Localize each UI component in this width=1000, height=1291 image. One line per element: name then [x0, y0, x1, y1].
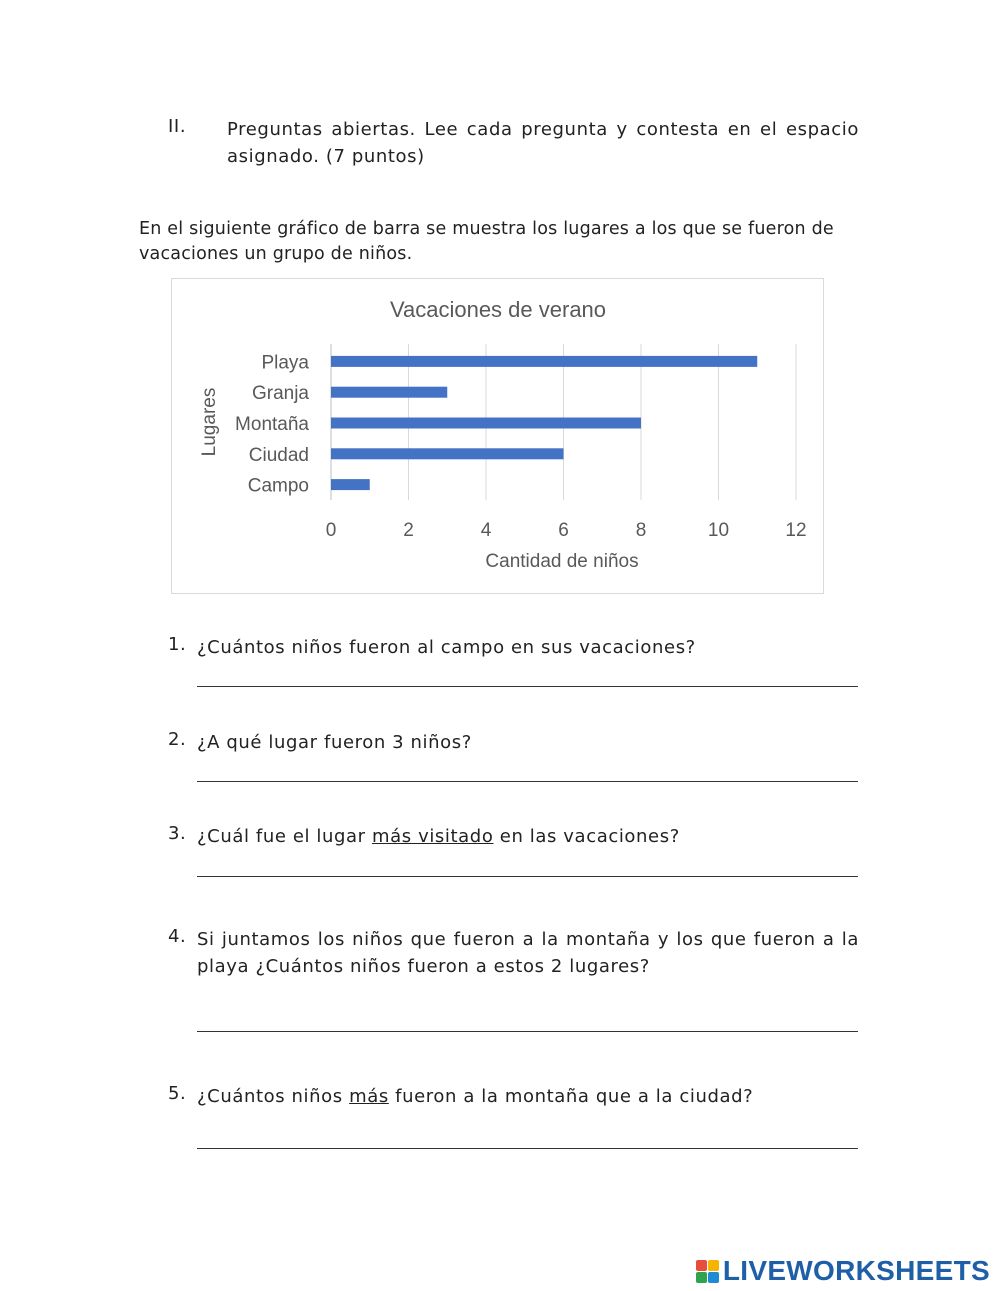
bar-granja — [331, 387, 447, 398]
question-3-text-pre: ¿Cuál fue el lugar — [197, 826, 373, 847]
question-3-underlined: más visitado — [372, 826, 494, 847]
question-1-text: ¿Cuántos niños fueron al campo en sus vacaciones? — [197, 637, 696, 658]
bar-montaña — [331, 418, 641, 429]
bar-ciudad — [331, 448, 564, 459]
logo-text: LIVEWORKSHEETS — [722, 1255, 990, 1286]
logo-square — [696, 1272, 707, 1283]
section-number: II. — [168, 116, 187, 137]
x-tick-label: 6 — [558, 520, 569, 541]
question-5-underlined: más — [349, 1086, 389, 1107]
y-axis-label: Lugares — [199, 387, 220, 457]
y-category-label: Campo — [247, 475, 309, 497]
question-3-text — [197, 823, 859, 850]
question-3-number: 3. — [168, 823, 187, 844]
chart-title: Vacaciones de verano — [389, 297, 607, 322]
logo-square — [696, 1260, 707, 1271]
logo-square — [708, 1272, 719, 1283]
x-tick-label: 2 — [403, 520, 414, 541]
answer-line-3[interactable] — [197, 876, 858, 877]
answer-line-4[interactable] — [197, 1031, 858, 1032]
logo-square — [708, 1260, 719, 1271]
question-4-number: 4. — [168, 926, 187, 947]
x-tick-label: 10 — [707, 520, 730, 541]
question-1-number: 1. — [168, 634, 187, 655]
question-5-text-post: fueron a la montaña que a la ciudad? — [388, 1086, 754, 1107]
section-instructions: Preguntas abiertas. Lee cada pregunta y contesta en el espacio asignado. (7 puntos) — [227, 119, 859, 167]
question-5-text-pre: ¿Cuántos niños — [197, 1086, 350, 1107]
bar-campo — [331, 479, 370, 490]
y-category-label: Granja — [251, 383, 309, 405]
question-2-number: 2. — [168, 729, 187, 750]
logo-mark-icon — [696, 1260, 719, 1283]
liveworksheets-logo — [696, 1253, 990, 1289]
bar-playa — [331, 356, 757, 367]
y-category-label: Ciudad — [248, 444, 309, 466]
bar-chart-frame — [171, 278, 824, 594]
y-category-label: Playa — [261, 352, 309, 374]
x-tick-label: 12 — [785, 520, 807, 541]
y-category-label: Montaña — [235, 414, 309, 435]
chart-intro-text: En el siguiente gráfico de barra se muestra los lugares a los que se fueron de vacaciones un grupo de niños. — [139, 219, 834, 264]
question-5-text — [197, 1083, 859, 1110]
answer-line-1[interactable] — [197, 686, 858, 687]
answer-line-5[interactable] — [197, 1148, 858, 1149]
x-tick-label: 0 — [325, 520, 337, 541]
x-axis-label: Cantidad de niños — [485, 551, 639, 572]
question-3-text-post: en las vacaciones? — [493, 826, 680, 847]
question-4-text: Si juntamos los niños que fueron a la montaña y los que fueron a la playa ¿Cuántos niños fueron a estos 2 lugares? — [197, 929, 859, 977]
answer-line-2[interactable] — [197, 781, 858, 782]
x-tick-label: 8 — [635, 520, 647, 541]
x-tick-label: 4 — [480, 520, 492, 541]
question-5-number: 5. — [168, 1083, 187, 1104]
question-2-text: ¿A qué lugar fueron 3 niños? — [197, 732, 472, 753]
bar-chart — [172, 279, 823, 593]
